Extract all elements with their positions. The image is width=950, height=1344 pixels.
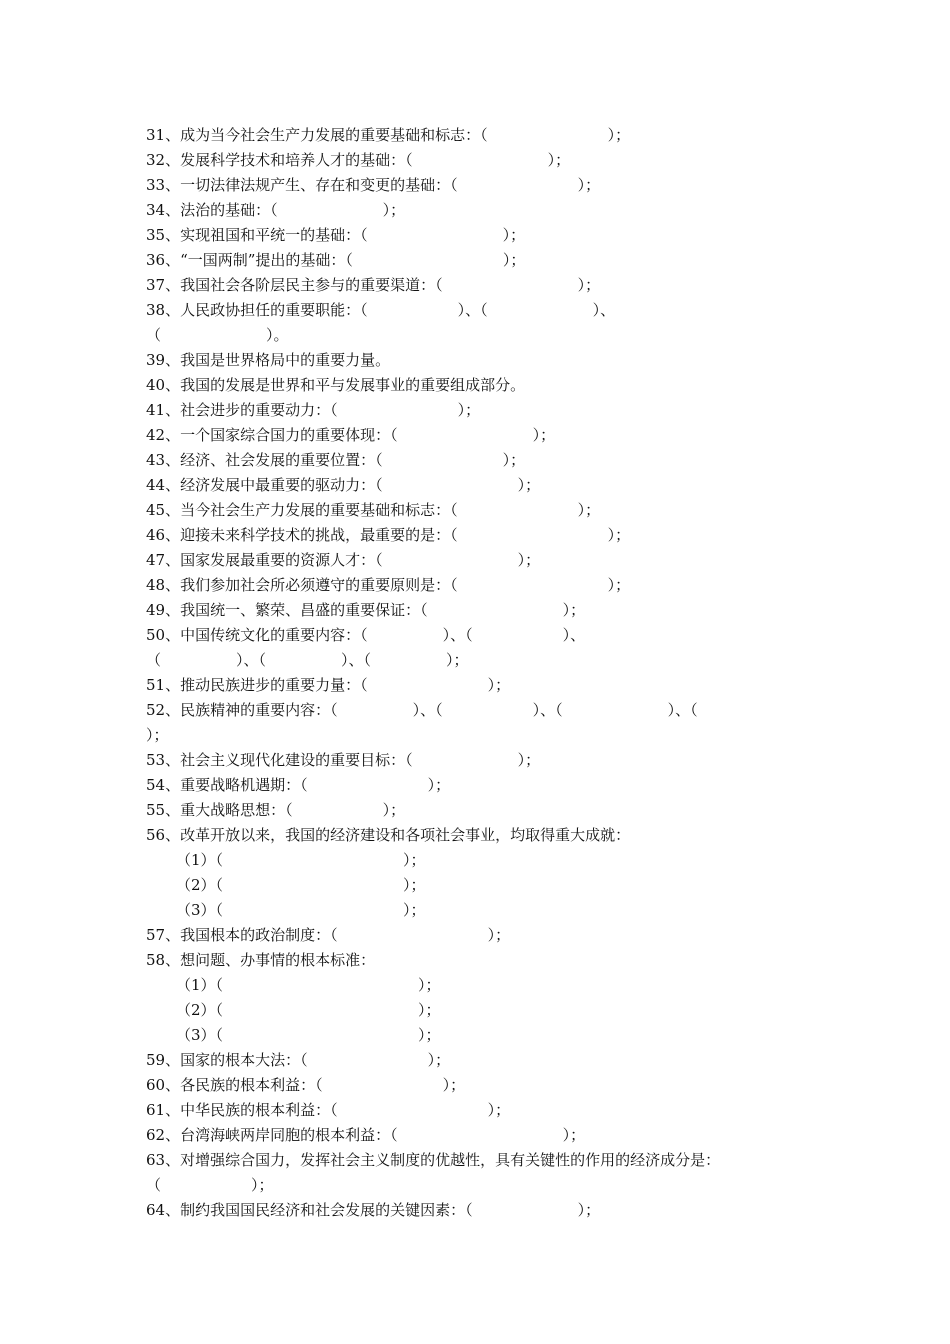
question-56-item-2: （2）（ ）； [176, 876, 426, 894]
question-52: 52、民族精神的重要内容：（ ）、（ ）、（ ）、（ [146, 701, 698, 719]
question-56-item-1: （1）（ ）； [176, 851, 426, 869]
question-52-continued: ）； [146, 726, 169, 744]
question-38-continued: （ ）。 [146, 326, 289, 344]
question-38: 38、人民政协担任的重要职能：（ ）、（ ）、 [146, 301, 616, 319]
question-40: 40、我国的发展是世界和平与发展事业的重要组成部分。 [146, 376, 526, 394]
question-60: 60、各民族的根本利益：（ ）； [146, 1076, 466, 1094]
question-51: 51、推动民族进步的重要力量：（ ）； [146, 676, 511, 694]
question-39: 39、我国是世界格局中的重要力量。 [146, 351, 391, 369]
question-58: 58、想问题、办事情的根本标准： [146, 951, 376, 969]
question-56-item-3: （3）（ ）； [176, 901, 426, 919]
question-53: 53、社会主义现代化建设的重要目标：（ ）； [146, 751, 541, 769]
question-46: 46、迎接未来科学技术的挑战，最重要的是：（ ）； [146, 526, 631, 544]
question-58-item-1: （1）（ ）； [176, 976, 441, 994]
question-42: 42、一个国家综合国力的重要体现：（ ）； [146, 426, 556, 444]
question-50-continued: （ ）、（ ）、（ ）； [146, 651, 469, 669]
question-58-item-2: （2）（ ）； [176, 1001, 441, 1019]
question-45: 45、当今社会生产力发展的重要基础和标志：（ ）； [146, 501, 601, 519]
question-49: 49、我国统一、繁荣、昌盛的重要保证：（ ）； [146, 601, 586, 619]
question-36: 36、“一国两制”提出的基础：（ ）； [146, 251, 526, 269]
question-31: 31、成为当今社会生产力发展的重要基础和标志：（ ）； [146, 126, 631, 144]
question-44: 44、经济发展中最重要的驱动力：（ ）； [146, 476, 541, 494]
question-54: 54、重要战略机遇期：（ ）； [146, 776, 451, 794]
question-64: 64、制约我国国民经济和社会发展的关键因素：（ ）； [146, 1201, 601, 1219]
question-32: 32、发展科学技术和培养人才的基础：（ ）； [146, 151, 571, 169]
question-43: 43、经济、社会发展的重要位置：（ ）； [146, 451, 526, 469]
question-57: 57、我国根本的政治制度：（ ）； [146, 926, 511, 944]
question-63: 63、对增强综合国力，发挥社会主义制度的优越性，具有关键性的作用的经济成分是： [146, 1151, 721, 1169]
question-35: 35、实现祖国和平统一的基础：（ ）； [146, 226, 526, 244]
question-62: 62、台湾海峡两岸同胞的根本利益：（ ）； [146, 1126, 586, 1144]
question-55: 55、重大战略思想：（ ）； [146, 801, 406, 819]
question-33: 33、一切法律法规产生、存在和变更的基础：（ ）； [146, 176, 601, 194]
question-47: 47、国家发展最重要的资源人才：（ ）； [146, 551, 541, 569]
question-59: 59、国家的根本大法：（ ）； [146, 1051, 451, 1069]
question-61: 61、中华民族的根本利益：（ ）； [146, 1101, 511, 1119]
question-56: 56、改革开放以来，我国的经济建设和各项社会事业，均取得重大成就： [146, 826, 631, 844]
question-34: 34、法治的基础：（ ）； [146, 201, 406, 219]
question-41: 41、社会进步的重要动力：（ ）； [146, 401, 481, 419]
question-48: 48、我们参加社会所必须遵守的重要原则是：（ ）； [146, 576, 631, 594]
question-37: 37、我国社会各阶层民主参与的重要渠道：（ ）； [146, 276, 601, 294]
question-50: 50、中国传统文化的重要内容：（ ）、（ ）、 [146, 626, 586, 644]
question-58-item-3: （3）（ ）； [176, 1026, 441, 1044]
question-63-continued: （ ）； [146, 1176, 274, 1194]
